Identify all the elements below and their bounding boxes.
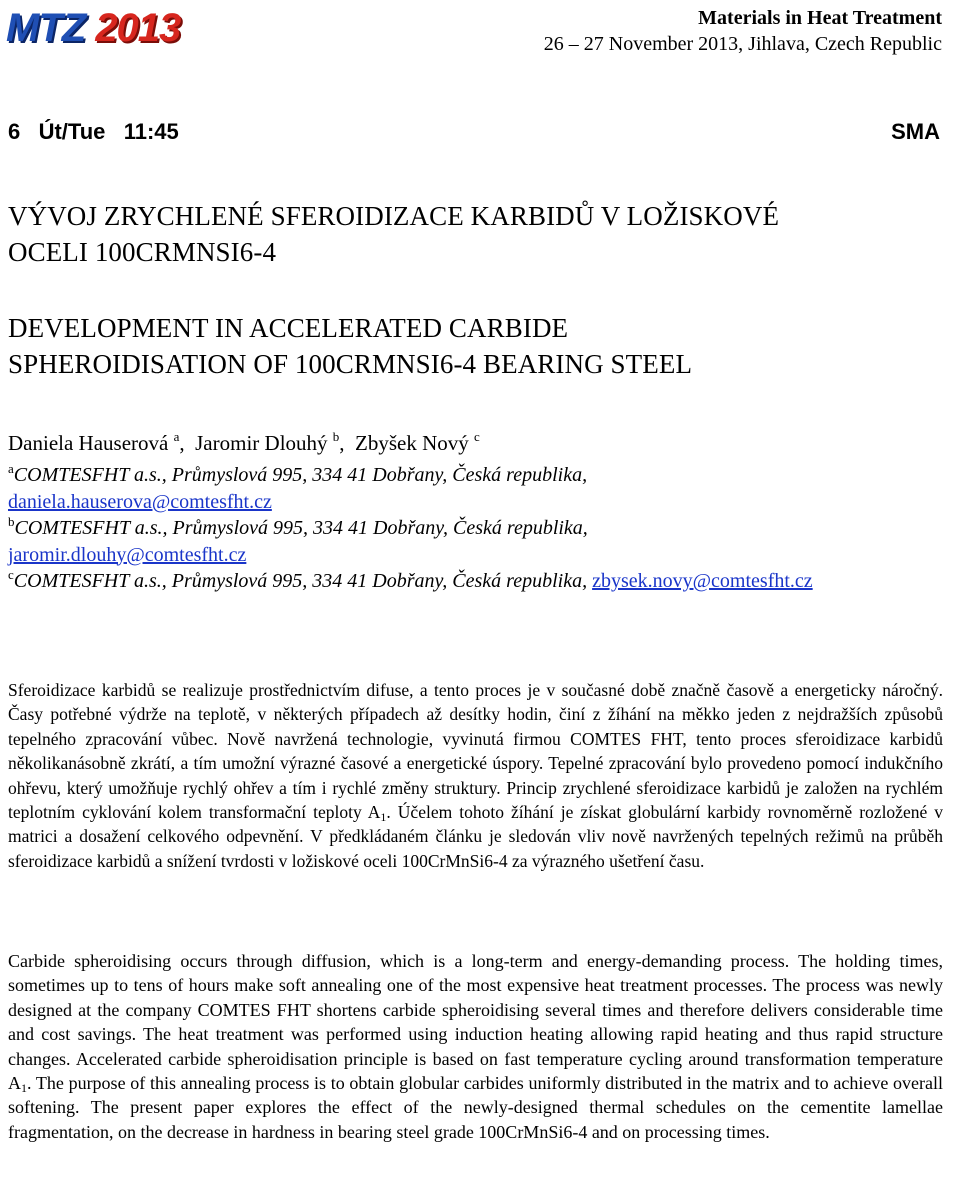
affiliation-text: COMTESFHT a.s., Průmyslová 995, 334 41 Dobřany, Česká republika, <box>13 464 588 486</box>
title-english-line1: DEVELOPMENT IN ACCELERATED CARBIDE <box>8 313 569 343</box>
conference-name: Materials in Heat Treatment <box>698 7 942 29</box>
email-link[interactable]: zbysek.novy@comtesfht.cz <box>592 570 813 592</box>
abstract-english-part2: . The purpose of this annealing process is to obtain globular carbides uniformly distributed in the matrix and to achieve overall softening. The present paper explores the effect of the newly-designed thermal schedules on the cementite lamellae fragmentation, on the decrease in hardness in bearing steel grade 100CrMnSi6-4 and on processing times. <box>8 1073 943 1142</box>
affiliation-text: COMTESFHT a.s., Průmyslová 995, 334 41 Dobřany, Česká republika, <box>14 517 588 539</box>
email-link[interactable]: daniela.hauserova@comtesfht.cz <box>8 490 272 513</box>
author-name: Daniela Hauserová <box>8 431 169 455</box>
affiliation-mark: c <box>8 567 14 582</box>
affiliations <box>8 462 953 595</box>
conference-date: 26 – 27 November 2013, Jihlava, Czech Republic <box>543 33 942 55</box>
author-affiliation-mark: b <box>332 429 340 444</box>
author-list <box>8 428 953 458</box>
author-affiliation-mark: a <box>173 429 180 444</box>
conference-logo <box>6 6 180 50</box>
author-affiliation-mark: c <box>474 429 480 444</box>
author-name: Zbyšek Nový <box>355 431 469 455</box>
abstract-czech-part1: Sferoidizace karbidů se realizuje prostřednictvím difuse, a tento proces je v současné době značně časově a energeticky náročný. Časy potřebné výdrže na teplotě, v některých případech až desítky hodin, činí z žíhání na měkko jeden z nejdražších způsobů tepelného zpracování vůbec. Nově navržená technologie, vyvinutá firmou COMTES FHT, tento proces sferoidizace karbidů několikanásobně zkrátí, a tím umožní výrazné časové a energetické úspory. Tepelné zpracování bylo provedeno pomocí indukčního ohřevu, který umožňuje rychlý ohřev a tím i rychlé změny struktury. Princip zrychlené sferoidizace karbidů je založen na rychlém teplotním cyklování kolem transformační teploty A <box>8 680 943 823</box>
session-line <box>8 118 940 146</box>
abstract-english <box>8 949 943 1144</box>
page-header <box>0 0 960 60</box>
affiliation-b <box>8 515 953 542</box>
title-czech-line2: OCELI 100CRMNSI6-4 <box>8 237 277 267</box>
email-link[interactable]: jaromir.dlouhy@comtesfht.cz <box>8 543 247 566</box>
subscript: 1 <box>21 1081 27 1096</box>
title-czech-line1: VÝVOJ ZRYCHLENÉ SFEROIDIZACE KARBIDŮ V LOŽISKOVÉ <box>8 201 780 231</box>
author-name: Jaromir Dlouhý <box>195 431 328 455</box>
abstract-english-part1: Carbide spheroidising occurs through diffusion, which is a long-term and energy-demanding process. The holding times, sometimes up to tens of hours make soft annealing one of the most expensive heat treatment processes. The process was newly designed at the company COMTES FHT shortens carbide spheroidising several times and therefore delivers considerable time and cost savings. The heat treatment was performed using induction heating allowing rapid heating and thus rapid structure changes. Accelerated carbide spheroidisation principle is based on fast temperature cycling around transformation temperature A <box>8 951 943 1094</box>
author-separator: , <box>179 431 190 455</box>
logo-year-text: 2013 <box>95 6 181 50</box>
title-czech <box>8 198 953 270</box>
conference-info <box>544 5 942 57</box>
abstract-czech-part2: . Účelem tohoto žíhání je získat globulární karbidy rovnoměrně rozložené v matrici a dosažení celkového odpevnění. V předkládaném článku je sledován vliv nově navržených tepelných režimů na průběh sferoidizace karbidů a snížení tvrdosti v ložiskové oceli 100CrMnSi6-4 za výrazného ušetření času. <box>8 802 943 871</box>
affiliation-mark: b <box>8 514 15 529</box>
title-english-line2: SPHEROIDISATION OF 100CRMNSI6-4 BEARING STEEL <box>8 349 693 379</box>
abstract-czech <box>8 678 943 873</box>
logo-mtz-text: MTZ <box>6 6 86 50</box>
affiliation-a-email-line <box>8 489 953 516</box>
author-separator: , <box>339 431 350 455</box>
affiliation-mark: a <box>8 461 14 476</box>
session-code: SMA <box>891 119 940 144</box>
affiliation-text: COMTESFHT a.s., Průmyslová 995, 334 41 Dobřany, Česká republika, <box>13 570 593 592</box>
affiliation-a <box>8 462 953 489</box>
affiliation-b-email-line <box>8 542 953 569</box>
affiliation-c <box>8 568 953 595</box>
session-slot: 6 Út/Tue 11:45 <box>8 119 179 144</box>
title-english <box>8 310 953 382</box>
subscript: 1 <box>380 810 387 825</box>
